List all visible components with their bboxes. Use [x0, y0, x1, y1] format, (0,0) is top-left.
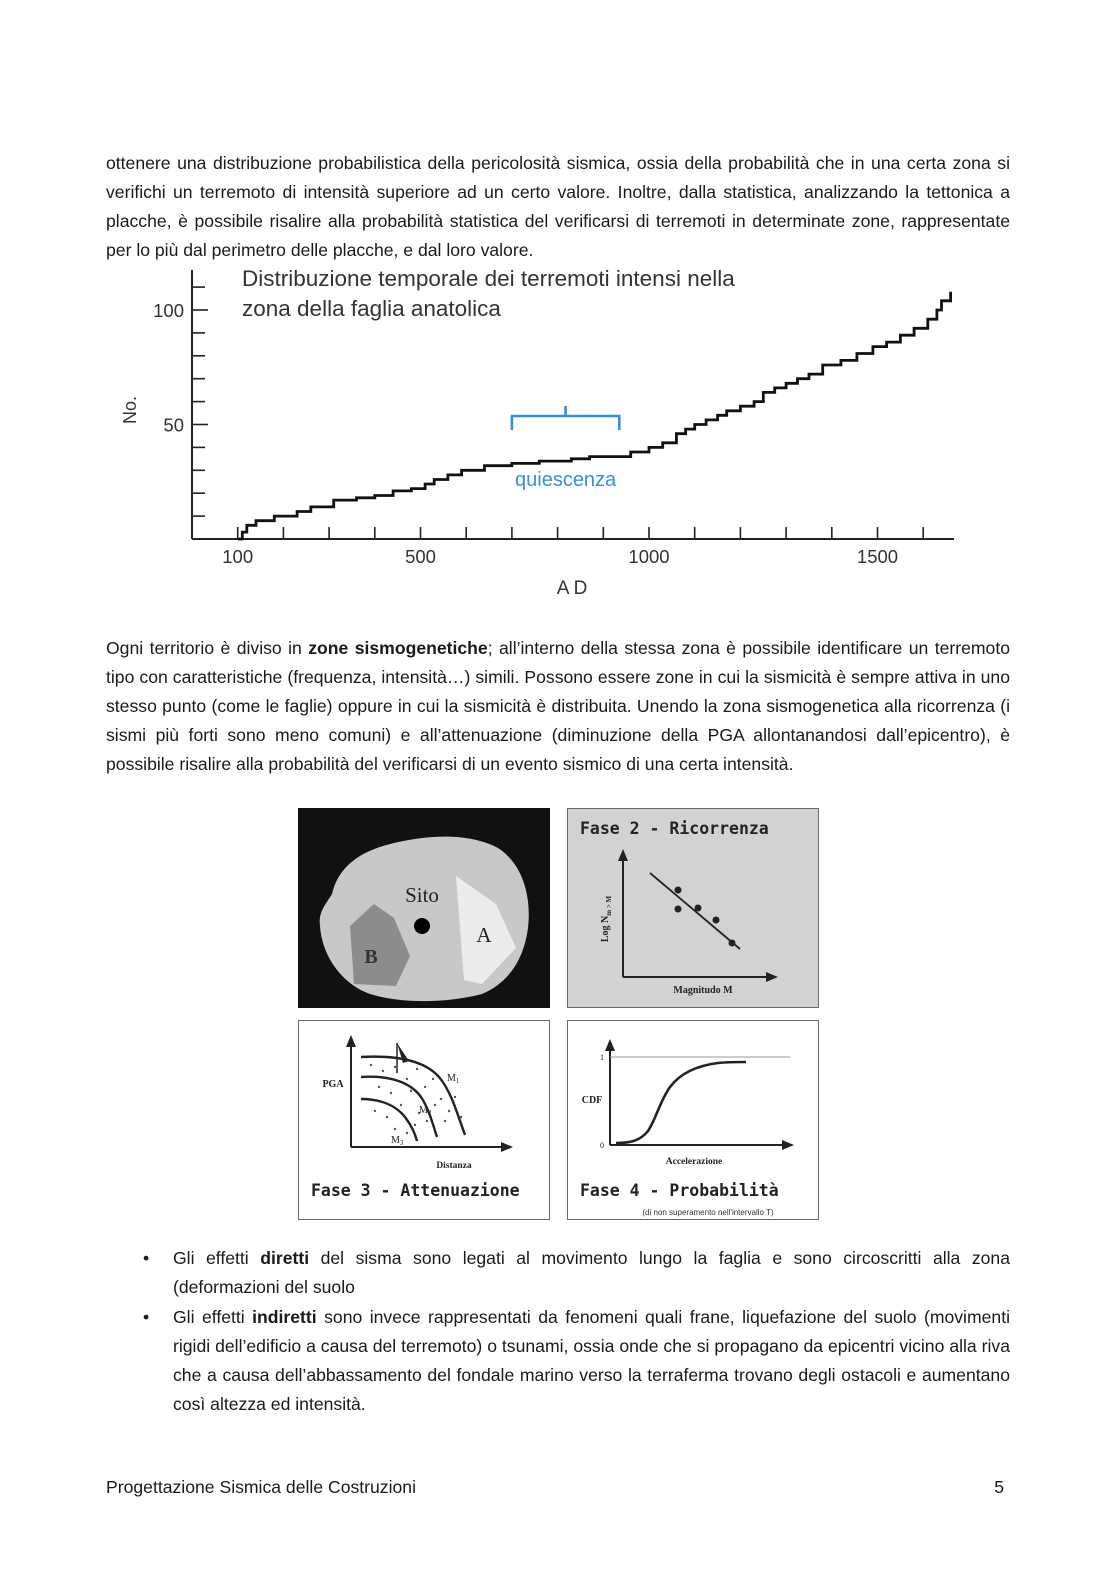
effects-bullet-list	[106, 1244, 1010, 1419]
probability-tick-bottom: 0	[600, 1141, 604, 1150]
x-tick-label: 1500	[856, 546, 899, 567]
recurrence-title: Fase 2 - Ricorrenza	[580, 819, 769, 838]
figure-panel-recurrence	[567, 808, 819, 1008]
x-tick-label: 500	[405, 546, 436, 567]
probability-tick-top: 1	[600, 1053, 604, 1062]
bullet-icon: •	[143, 1307, 150, 1327]
bullet-text: Gli effetti	[173, 1307, 253, 1327]
probability-y-arrow-icon	[605, 1039, 615, 1051]
zone-paragraph	[106, 634, 1010, 779]
attenuation-label-m1: $M_1$	[447, 1073, 460, 1085]
recurrence-x-label: Magnitudo M	[673, 985, 733, 996]
zone-paragraph-text-2: ; all’interno della stessa zona è possibile identificare un terremoto tipo con caratteristiche (frequenza, intensità…) simili. Possono essere zone in cui la sismicità è sempre attiva in uno stesso punto (come le faglie) oppure in cui la sismicità è distribuita. Unendo la zona sismogenetica alla ricorrenza (i sismi più forti sono meno comuni) e all’attenuazione (diminuzione della PGA allontanandosi dall’epicentro), è possibile risalire alla probabilità del verificarsi di un evento sismico di una certa intensità.	[106, 637, 1010, 774]
attenuation-curve-m1	[361, 1057, 465, 1135]
zone-b-label: B	[364, 946, 378, 968]
recurrence-y-label: Log $N_{m > M}$	[600, 895, 613, 943]
zone-a-label: A	[476, 923, 492, 947]
attenuation-y-arrow-icon	[346, 1035, 356, 1047]
recurrence-point	[729, 940, 736, 947]
recurrence-point	[675, 887, 682, 894]
footer-title: Progettazione Sismica delle Costruzioni	[106, 1477, 416, 1497]
bullet-text: del sisma sono legati al movimento lungo la faglia e sono circoscritti alla zona (deformazioni del suolo	[173, 1248, 1010, 1297]
bullet-text: Gli effetti	[173, 1248, 261, 1268]
y-axis-label: No.	[120, 395, 140, 425]
chart-title-line2: zona della faglia anatolica	[242, 296, 501, 321]
earthquake-distribution-chart	[106, 258, 986, 603]
bullet-bold: diretti	[260, 1248, 310, 1268]
attenuation-curve-m3	[361, 1099, 417, 1141]
y-tick-label: 50	[163, 414, 184, 436]
intro-paragraph: ottenere una distribuzione probabilistica della pericolosità sismica, ossia della probabilità che in una certa zona si verifichi un terremoto di intensità superiore ad un certo valore. Inoltre, dalla statistica, analizzando la tettonica a placche, è possibile risalire alla probabilità statistica del verificarsi di terremoti in determinate zone, rappresentate per lo più dal perimetro delle placche, e dal loro valore.	[106, 152, 1010, 260]
y-tick-label: 100	[153, 300, 184, 321]
attenuation-marker-icon	[397, 1043, 409, 1063]
chart-title-line1: Distribuzione temporale dei terremoti intensi nella	[242, 266, 735, 291]
probability-x-label: Accelerazione	[665, 1157, 723, 1167]
attenuation-x-label: Distanza	[436, 1161, 472, 1171]
attenuation-label-m3: $M_3$	[391, 1135, 404, 1147]
zone-paragraph-bold: zone sismogenetiche	[308, 637, 488, 658]
probability-subtitle: (di non superamento nell'intervallo T)	[642, 1208, 774, 1217]
quiescence-label: quiescenza	[515, 469, 617, 491]
recurrence-plot	[568, 809, 818, 1007]
probability-y-label: CDF	[581, 1095, 603, 1106]
probability-cdf-curve	[616, 1062, 746, 1143]
list-item	[106, 1303, 1010, 1419]
recurrence-x-arrow-icon	[766, 972, 778, 982]
bullet-icon: •	[143, 1248, 150, 1268]
recurrence-fit-line	[650, 873, 740, 949]
zone-map	[298, 808, 550, 1008]
x-axis-label: A D	[556, 578, 588, 599]
bullet-bold: indiretti	[252, 1307, 317, 1327]
x-tick-label: 100	[222, 546, 254, 567]
figure-panel-attenuation	[298, 1020, 550, 1220]
recurrence-y-arrow-icon	[618, 849, 628, 861]
recurrence-point	[675, 906, 682, 913]
recurrence-point	[713, 917, 720, 924]
zone-paragraph-text-1: Ogni territorio è diviso in	[106, 637, 309, 658]
attenuation-x-arrow-icon	[501, 1142, 513, 1152]
list-item	[106, 1244, 1010, 1302]
page-number: 5	[994, 1477, 1004, 1497]
probability-title: Fase 4 - Probabilità	[580, 1181, 779, 1200]
bullet-text: sono invece rappresentati da fenomeni quali frane, liquefazione del suolo (movimenti rigidi dell’edificio a causa del terremoto) o tsunami, ossia onde che si propagano da epicentri vicino alla riva che a causa dell’abbassamento del fondale marino verso la terraferma trovano degli ostacoli e aumentano così altezza ed intensità.	[173, 1307, 1010, 1414]
x-tick-label: 1000	[628, 546, 670, 567]
chart-ticks	[153, 287, 923, 567]
quiescence-annotation	[512, 406, 619, 491]
attenuation-label-m2: $M_2$	[419, 1105, 432, 1117]
figure-panel-probability	[567, 1020, 819, 1220]
site-marker	[414, 918, 430, 934]
attenuation-title: Fase 3 - Attenuazione	[311, 1181, 520, 1200]
recurrence-point	[695, 905, 702, 912]
attenuation-y-label: PGA	[322, 1079, 344, 1090]
quiescence-bracket	[512, 406, 619, 430]
site-label: Sito	[405, 883, 439, 907]
probability-x-arrow-icon	[782, 1140, 794, 1150]
figure-panel-seismogenic-zones	[298, 808, 550, 1008]
